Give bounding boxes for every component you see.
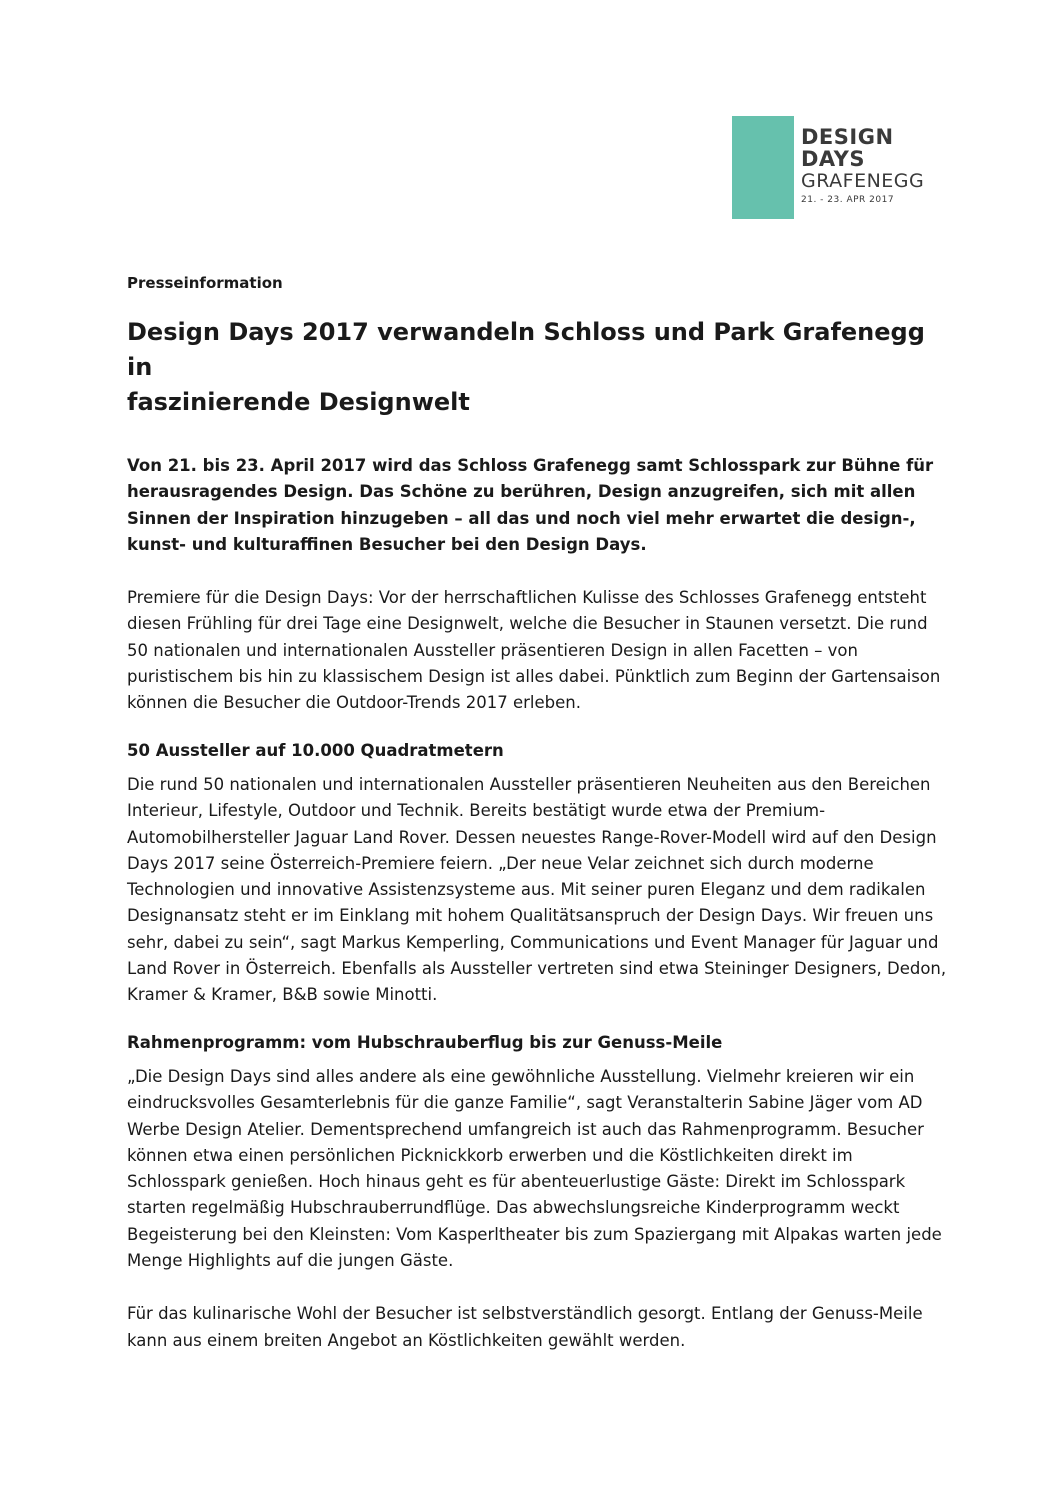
lead-paragraph: Von 21. bis 23. April 2017 wird das Schloss Grafenegg samt Schlosspark zur Bühne für herausragendes Design. Das Schöne zu berühren, Design anzugreifen, sich mit allen Sinnen der Inspiration hinzugeben – all das und noch viel mehr erwartet die design-, kunst- und kulturaffinen Besucher bei den Design Days. bbox=[127, 456, 934, 554]
logo-line-dates: 21. - 23. APR 2017 bbox=[801, 195, 895, 205]
title-line-1: Design Days 2017 verwandeln Schloss und Park Grafenegg in bbox=[127, 318, 925, 381]
logo-block bbox=[732, 116, 794, 219]
section-heading-programme: Rahmenprogramm: vom Hubschrauberflug bis zur Genuss-Meile bbox=[127, 1032, 723, 1052]
title-line-2: faszinierende Designwelt bbox=[127, 388, 470, 416]
paragraph-programme: „Die Design Days sind alles andere als eine gewöhnliche Ausstellung. Vielmehr kreieren wir ein eindrucksvolles Gesamterlebnis für die ganze Familie“, sagt Veranstalterin Sabine Jäger vom AD Werbe Design Atelier. Dementsprechend umfangreich ist auch das Rahmenprogramm. Besucher können etwa einen persönlichen Picknickkorb erwerben und die Köstlichkeiten direkt im Schlosspark genießen. Hoch hinaus geht es für abenteuerlustige Gäste: Direkt im Schlosspark starten regelmäßig Hubschrauberrundflüge. Das abwechslungsreiche Kinderprogramm weckt Begeisterung bei den Kleinsten: Vom Kasperltheater bis zum Spaziergang mit Alpakas warten jede Menge Highlights auf die jungen Gäste. bbox=[127, 1066, 942, 1271]
paragraph-exhibitors: Die rund 50 nationalen und internationalen Aussteller präsentieren Neuheiten aus den Bereichen Interieur, Lifestyle, Outdoor und Technik. Bereits bestätigt wurde etwa der Premium-Automobilhersteller Jaguar Land Rover. Dessen neuestes Range-Rover-Modell wird auf den Design Days 2017 seine Österreich-Premiere feiern. „Der neue Velar zeichnet sich durch moderne Technologien und innovative Assistenzsysteme aus. Mit seiner puren Eleganz und dem radikalen Designansatz steht er im Einklang mit hohem Qualitätsanspruch der Design Days. Wir freuen uns sehr, dabei zu sein“, sagt Markus Kemperling, Communications und Event Manager für Jaguar und Land Rover in Österreich. Ebenfalls als Aussteller vertreten sind etwa Steininger Designers, Dedon, Kramer & Kramer, B&B sowie Minotti. bbox=[127, 774, 947, 1005]
page-title bbox=[127, 315, 947, 420]
logo-wordmark bbox=[801, 127, 1001, 205]
logo-line-grafenegg: GRAFENEGG bbox=[801, 170, 925, 192]
kicker: Presseinformation bbox=[127, 274, 283, 292]
document-body bbox=[127, 272, 947, 1354]
paragraph-intro: Premiere für die Design Days: Vor der herrschaftlichen Kulisse des Schlosses Grafenegg entsteht diesen Frühling für drei Tage eine Designwelt, welche die Besucher in Staunen versetzt. Die rund 50 nationalen und internationalen Aussteller präsentieren Design in allen Facetten – von puristischem bis hin zu klassischem Design ist alles dabei. Pünktlich zum Beginn der Gartensaison können die Besucher die Outdoor-Trends 2017 erleben. bbox=[127, 588, 941, 713]
paragraph-culinary: Für das kulinarische Wohl der Besucher ist selbstverständlich gesorgt. Entlang der Genuss-Meile kann aus einem breiten Angebot an Köstlichkeiten gewählt werden. bbox=[127, 1304, 923, 1350]
logo-line-design: DESIGN bbox=[801, 125, 894, 149]
logo-line-days: DAYS bbox=[801, 147, 866, 171]
section-heading-exhibitors: 50 Aussteller auf 10.000 Quadratmetern bbox=[127, 740, 504, 760]
